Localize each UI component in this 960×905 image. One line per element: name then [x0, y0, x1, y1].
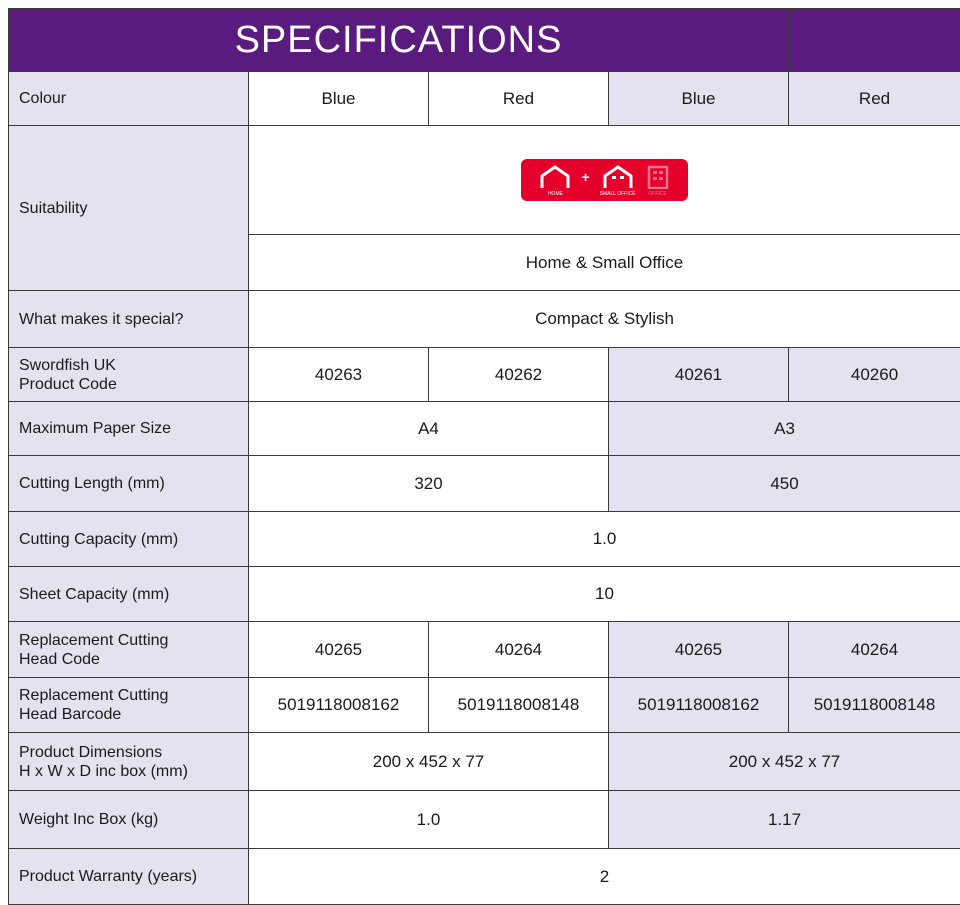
product-code-label-line1: Swordfish UK: [19, 356, 116, 374]
head-code-label-line2: Head Code: [19, 650, 100, 668]
suitability-row: [9, 126, 960, 235]
colour-row: [9, 72, 960, 126]
product-code-value: 40261: [609, 348, 789, 402]
dimensions-row: [9, 733, 960, 791]
head-barcode-label-line2: Head Barcode: [19, 706, 122, 723]
dimensions-label-line2: H x W x D inc box (mm): [19, 762, 188, 780]
office-icon: [646, 165, 670, 189]
paper-size-value: A4: [249, 402, 609, 456]
head-barcode-value: 5019118008162: [249, 678, 429, 733]
plus-sign: +: [581, 169, 590, 185]
cutting-capacity-label: Cutting Capacity (mm): [9, 512, 249, 567]
cutting-length-value: 450: [609, 456, 960, 512]
head-code-value: 40265: [609, 622, 789, 678]
sheet-capacity-value: 10: [249, 567, 960, 622]
cutting-length-label: Cutting Length (mm): [9, 456, 249, 512]
warranty-row: [9, 849, 960, 905]
weight-label: Weight Inc Box (kg): [9, 791, 249, 849]
head-code-value: 40264: [429, 622, 609, 678]
cutting-capacity-row: [9, 512, 960, 567]
home-badge-item: [539, 165, 571, 197]
cutting-length-row: [9, 456, 960, 512]
small-office-badge-item: [600, 165, 636, 197]
sheet-capacity-row: [9, 567, 960, 622]
head-code-label-line1: Replacement Cutting: [19, 631, 169, 649]
weight-value: 1.0: [249, 791, 609, 849]
paper-size-value: A3: [609, 402, 960, 456]
page-title: SPECIFICATIONS: [234, 18, 563, 61]
suitability-badge-cell: [249, 126, 960, 235]
cutting-capacity-value: 1.0: [249, 512, 960, 567]
product-code-label: [9, 348, 249, 402]
colour-value: Red: [429, 72, 609, 126]
dimensions-label-line1: Product Dimensions: [19, 743, 163, 761]
dimensions-label: [9, 733, 249, 791]
suitability-label: Suitability: [9, 126, 249, 291]
colour-value: Blue: [609, 72, 789, 126]
office-badge-item: [646, 165, 670, 197]
title-cell: [9, 9, 789, 72]
office-caption: OFFICE: [648, 191, 667, 197]
weight-row: [9, 791, 960, 849]
home-icon: [539, 165, 571, 189]
warranty-label: Product Warranty (years): [9, 849, 249, 905]
product-code-value: 40262: [429, 348, 609, 402]
dimensions-value: 200 x 452 x 77: [609, 733, 960, 791]
product-code-row: [9, 348, 960, 402]
head-barcode-value: 5019118008148: [429, 678, 609, 733]
dimensions-value: 200 x 452 x 77: [249, 733, 609, 791]
paper-size-row: [9, 402, 960, 456]
head-code-value: 40265: [249, 622, 429, 678]
suitability-badge: [521, 159, 687, 201]
head-code-row: [9, 622, 960, 678]
head-code-value: 40264: [789, 622, 960, 678]
head-code-label: [9, 622, 249, 678]
special-value: Compact & Stylish: [249, 291, 960, 348]
sheet-capacity-label: Sheet Capacity (mm): [9, 567, 249, 622]
head-barcode-label-line1: Replacement Cutting: [19, 687, 169, 704]
paper-size-label: Maximum Paper Size: [9, 402, 249, 456]
product-code-value: 40260: [789, 348, 960, 402]
suitability-value: Home & Small Office: [249, 235, 960, 291]
head-barcode-row: [9, 678, 960, 733]
specifications-table: [8, 8, 960, 905]
small-office-caption: SMALL OFFICE: [599, 191, 636, 197]
colour-value: Blue: [249, 72, 429, 126]
weight-value: 1.17: [609, 791, 960, 849]
head-barcode-value: 5019118008162: [609, 678, 789, 733]
colour-label: Colour: [9, 72, 249, 126]
special-row: [9, 291, 960, 348]
product-code-value: 40263: [249, 348, 429, 402]
special-label: What makes it special?: [9, 291, 249, 348]
product-code-label-line2: Product Code: [19, 375, 117, 393]
header-empty-cell: [789, 9, 960, 72]
head-barcode-label: [9, 678, 249, 733]
head-barcode-value: 5019118008148: [789, 678, 960, 733]
small-office-icon: [602, 165, 634, 189]
warranty-value: 2: [249, 849, 960, 905]
cutting-length-value: 320: [249, 456, 609, 512]
header-row: [9, 9, 960, 72]
home-caption: HOME: [547, 191, 563, 197]
colour-value: Red: [789, 72, 960, 126]
